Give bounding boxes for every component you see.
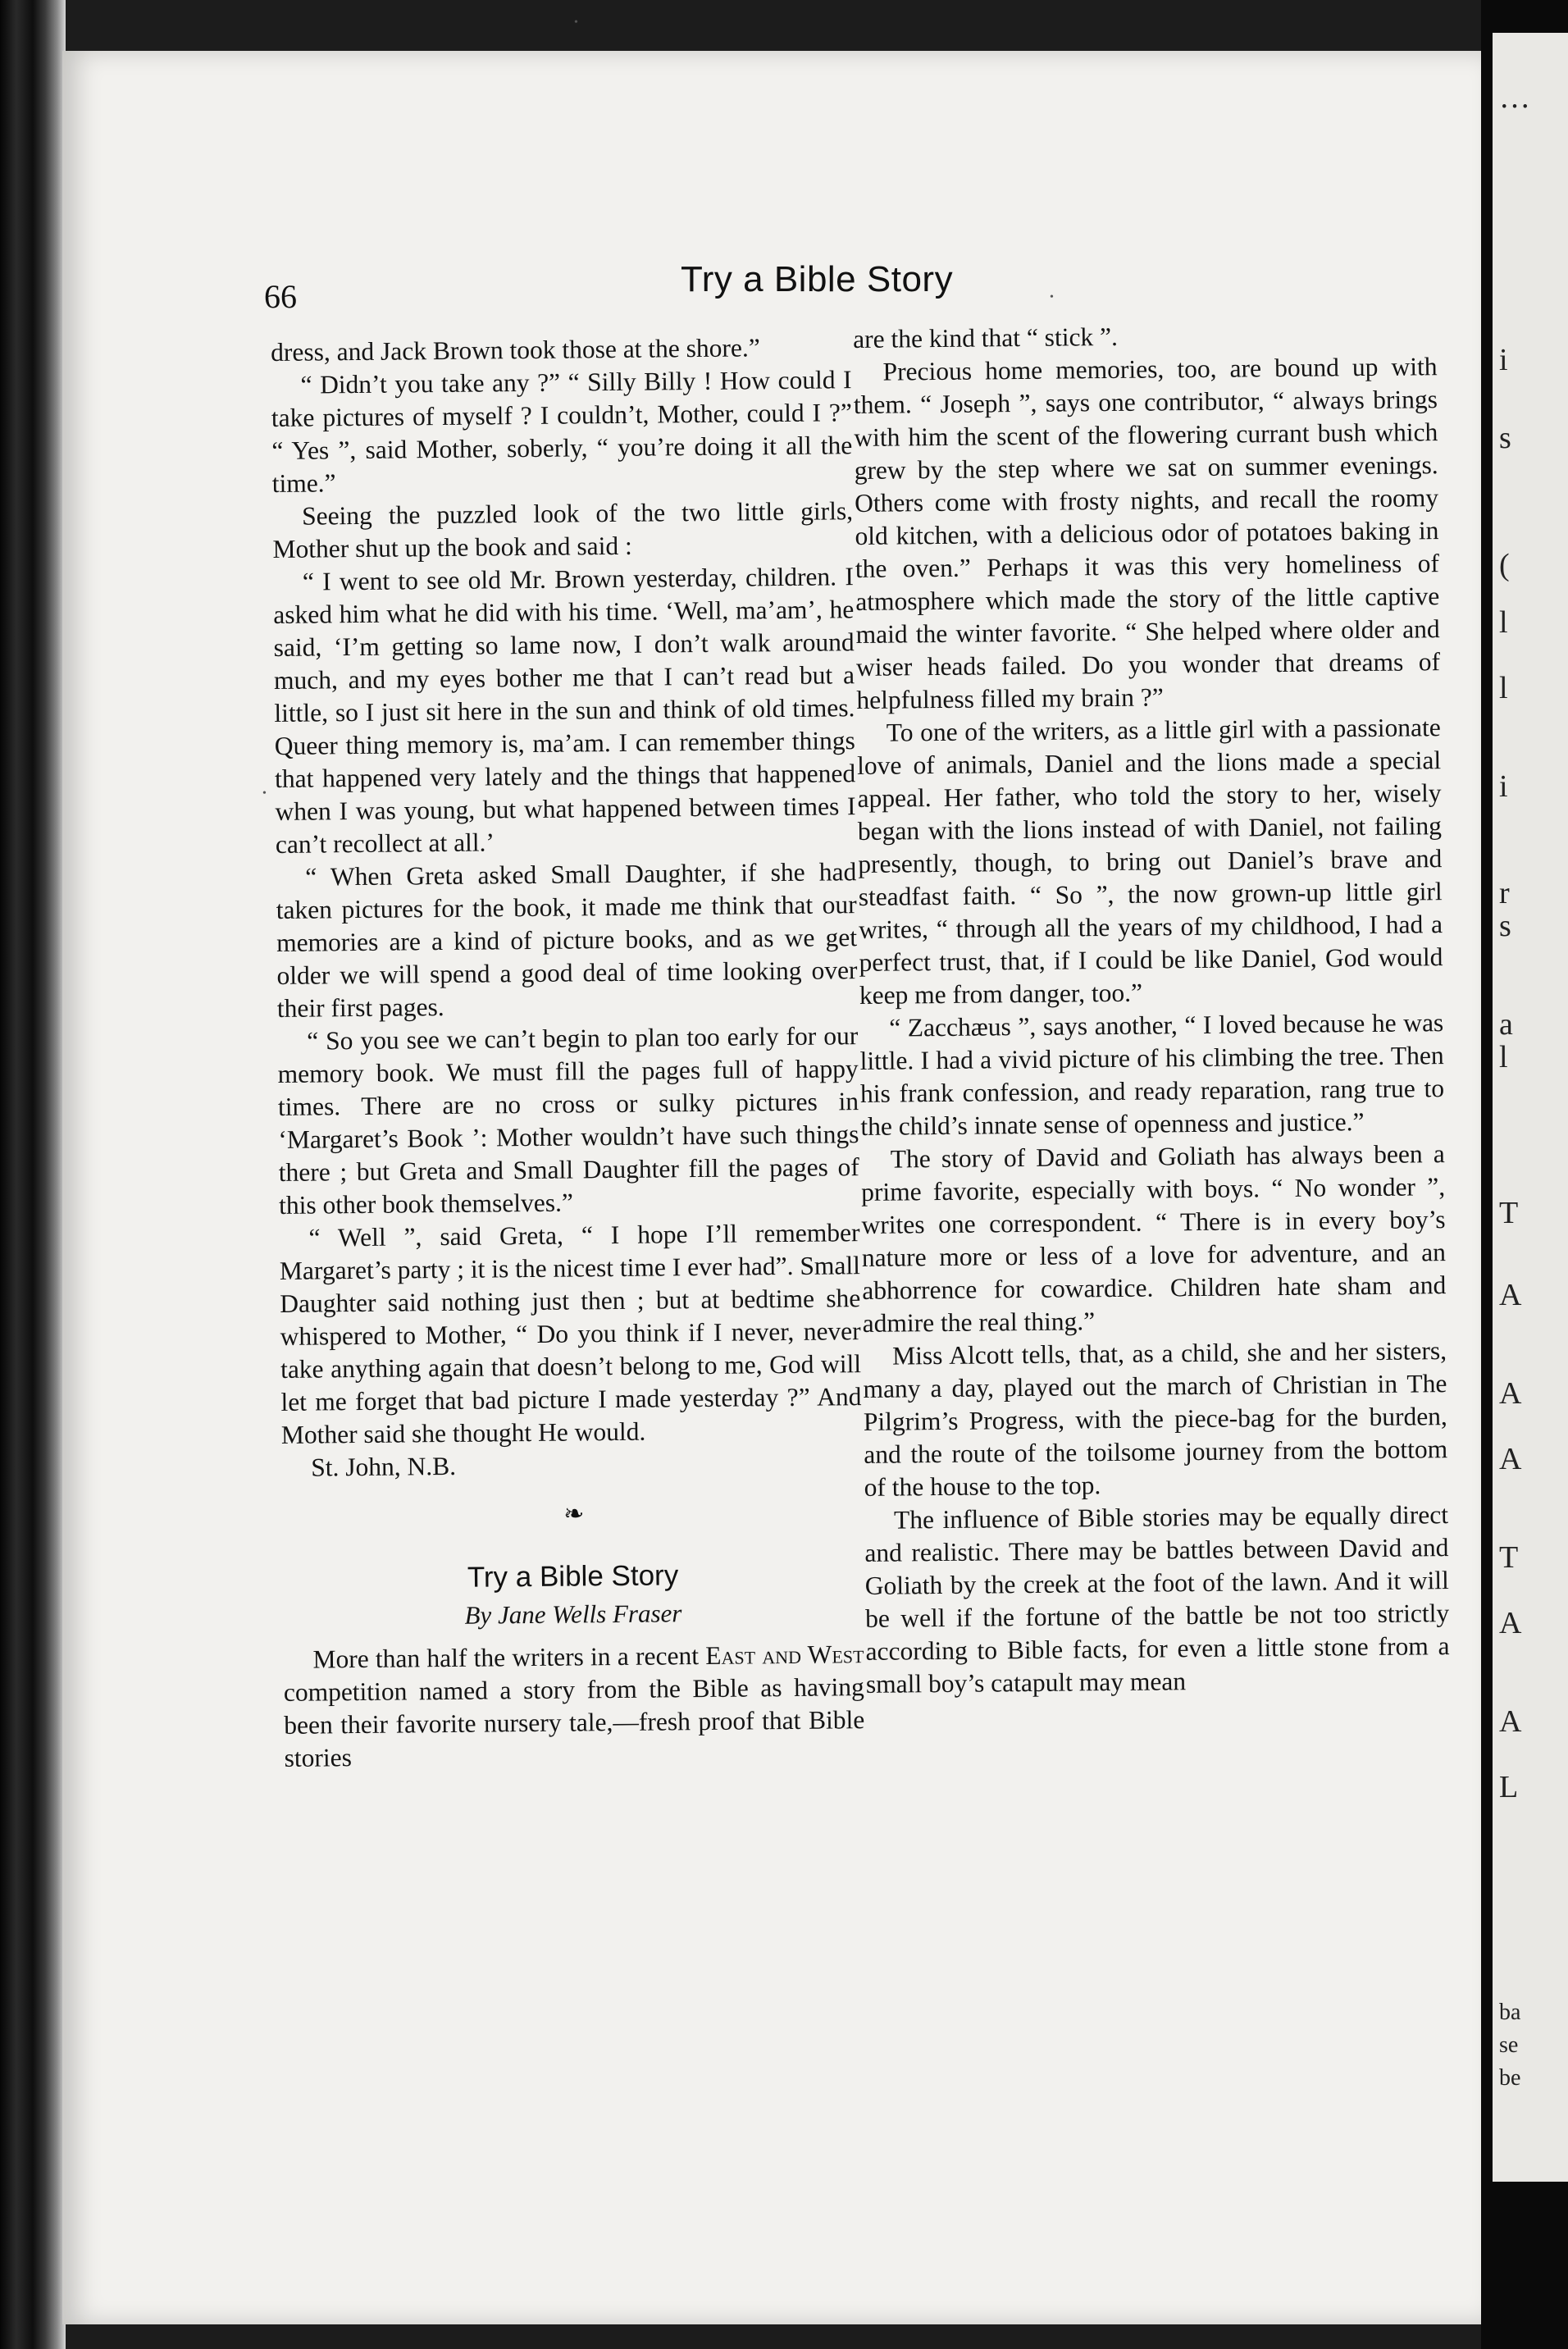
paragraph: “ Didn’t you take any ?” “ Silly Billy ! How could I take pictures of myself ? I couldn’t, Mother, could I ?” “ Yes ”, said Mother, soberly, “ you’re doing it all the time.” <box>271 365 853 498</box>
adjacent-page-fragment: L <box>1499 1770 1519 1804</box>
adjacent-page-fragment: ba <box>1499 2000 1521 2025</box>
paragraph: dress, and Jack Brown took those at the shore.” <box>271 333 760 367</box>
adjacent-page-fragment: l <box>1499 671 1508 705</box>
paragraph: “ I went to see old Mr. Brown yesterday, children. I asked him what he did with his time. ‘Well, ma’am’, he said, ‘I’m getting so lame now, I don’t walk around much, and my eyes bother me that I can’t read but a little, so I just sit here in the sun and think of old times. Queer thing memory is, ma’am. I can remember things that happened very lately and the things that happened when I was young, but what happened between times I can’t recollect at all.’ <box>273 562 856 859</box>
adjacent-page-fragment: i <box>1499 343 1508 377</box>
adjacent-page-fragment: l <box>1499 605 1508 640</box>
adjacent-page-fragment: be <box>1499 2065 1521 2091</box>
adjacent-page-fragment: … <box>1499 80 1530 115</box>
adjacent-page-fragment: A <box>1499 1376 1522 1411</box>
ornament-icon: ❧ <box>563 1500 581 1528</box>
place-signature: St. John, N.B. <box>311 1451 457 1482</box>
book-spine-shadow <box>0 0 66 2349</box>
adjacent-page-fragment: T <box>1499 1540 1519 1575</box>
paragraph: “ When Greta asked Small Daughter, if she had taken pictures for the book, it made me think that our memories are a kind of picture books, and as we get older we will spend a good deal of time looking over their first pages. <box>276 857 858 1023</box>
adjacent-page-fragment: A <box>1499 1704 1522 1739</box>
paragraph: Miss Alcott tells, that, as a child, she and her sisters, many a day, played out the march of Christian in The Pilgrim’s Progress, with the piece-bag for the burden, and the route of the toilsome journey from the bottom of the house to the top. <box>863 1336 1448 1502</box>
adjacent-page-fragment: A <box>1499 1442 1522 1476</box>
article-intro-paragraph <box>283 1638 865 1775</box>
scan-speck: • <box>574 16 578 29</box>
adjacent-page-fragment: s <box>1499 421 1511 455</box>
adjacent-page-fragment: A <box>1499 1278 1522 1312</box>
article-byline: By Jane Wells Fraser <box>464 1599 682 1630</box>
intro-text-end: competition named a story from the Bible as having been their favorite nursery tale,—fresh proof that Bible stories <box>283 1672 865 1772</box>
paragraph: “ Zacchæus ”, says another, “ I loved because he was little. I had a vivid picture of his climbing the tree. Then his frank confession, and ready reparation, rang true to the child’s innate sense of openness and justice.” <box>859 1008 1445 1141</box>
running-head-title: Try a Bible Story <box>681 259 954 299</box>
page-number: 66 <box>264 278 297 315</box>
paragraph: The story of David and Goliath has always been a prime favorite, especially with boys. “ No wonder ”, writes one correspondent. “ There is in every boy’s nature more or less of a love for adventure, and an abhorrence for cowardice. Children hate sham and admire the real thing.” <box>861 1139 1447 1338</box>
magazine-name: East and West <box>705 1640 864 1670</box>
adjacent-page-fragment: a <box>1499 1007 1513 1042</box>
paragraph: “ Well ”, said Greta, “ I hope I’ll remember Margaret’s party ; it is the nicest time I ever had”. Small Daughter said nothing just then ; but at bedtime she whispered to Mother, “ Do you think if I never, never take anything again that doesn’t belong to me, God will let me forget that bad picture I made yesterday ?” And Mother said she thought He would. <box>279 1218 862 1449</box>
adjacent-page-fragment: i <box>1499 769 1508 804</box>
scan-speck: • <box>1050 291 1054 303</box>
intro-text-start: More than half the writers in a recent <box>312 1640 706 1674</box>
right-column <box>853 317 1450 1701</box>
adjacent-page-fragment: se <box>1499 2032 1519 2058</box>
paragraph: To one of the writers, as a little girl with a passionate love of animals, Daniel and the lions made a special appeal. Her father, who told the story to her, wisely began with the lions instead of with Daniel, not failing presently, though, to bring out Daniel’s brave and steadfast faith. “ So ”, the now grown-up little girl writes, “ through all the years of my childhood, I had a perfect trust, that, if I could be like Daniel, God would keep me from danger, too.” <box>857 713 1443 1010</box>
article-title: Try a Bible Story <box>467 1559 679 1594</box>
paragraph: are the kind that “ stick ”. <box>853 322 1119 353</box>
adjacent-page-fragment: T <box>1499 1196 1519 1230</box>
adjacent-page-fragment: l <box>1499 1040 1508 1074</box>
paragraph: The influence of Bible stories may be equally direct and realistic. There may be battles between David and Goliath by the creek at the foot of the lawn. And it will be well if the fortune of the battle be not too strictly according to Bible facts, for even a little stone from a small boy’s catapult may mean <box>864 1500 1450 1699</box>
adjacent-page-fragment: s <box>1499 909 1511 943</box>
paragraph: Seeing the puzzled look of the two little girls, Mother shut up the book and said : <box>272 496 854 563</box>
adjacent-page-fragment: A <box>1499 1606 1522 1640</box>
adjacent-page-edge <box>1493 33 1568 2182</box>
adjacent-page-fragment: r <box>1499 876 1510 910</box>
left-column <box>271 331 865 1775</box>
paragraph: “ So you see we can’t begin to plan too early for our memory book. We must fill the pages full of happy times. There are no cross or sulky pictures in ‘Margaret’s Book ’: Mother wouldn’t have such things there ; but Greta and Small Daughter fill the pages of this other book themselves.” <box>277 1021 859 1220</box>
paragraph: Precious home memories, too, are bound up with them. “ Joseph ”, says one contributor, “ always brings with him the scent of the flowering currant bush which grew by the step where we sat on summer evenings. Others come with frosty nights, and recall the roomy old kitchen, with a delicious odor of potatoes baking in the oven.” Perhaps it was this very homeliness of atmosphere which made the story of the little captive maid the winter favorite. “ She helped where older and wiser heads failed. Do you wonder that dreams of helpfulness filled my brain ?” <box>853 352 1441 714</box>
adjacent-page-fragment: ( <box>1499 548 1510 582</box>
scan-speck: • <box>262 787 267 800</box>
